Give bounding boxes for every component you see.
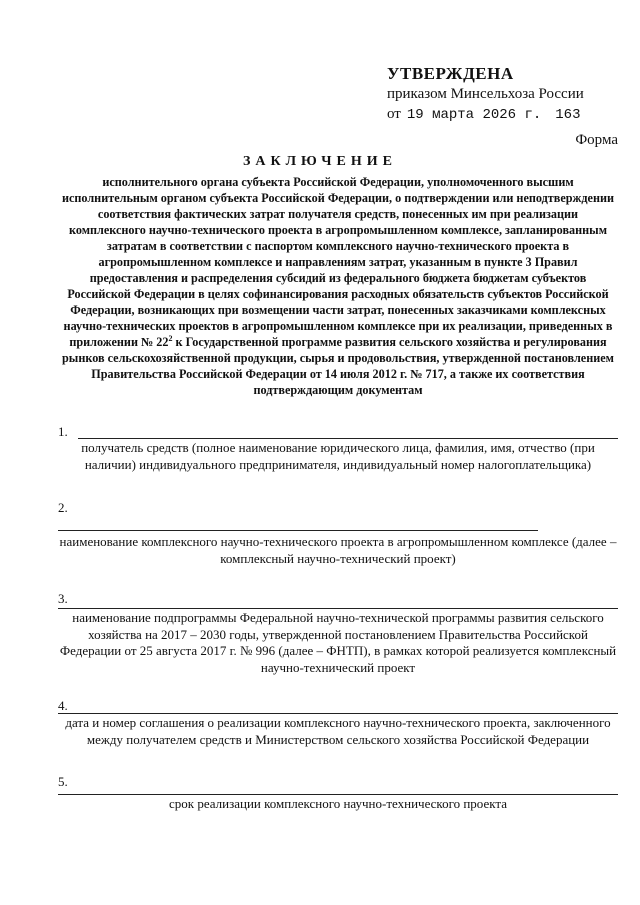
field-caption: наименование подпрограммы Федеральной научно-технической программы развития сельского хозяйства на 2017 – 2030 годы, утвержденной постановлением Правительства Российской Федерации от 25 августа 2017 г. № 996 (далее – ФНТП), в рамках которой реализуется комплексный научно-технический проект <box>59 610 617 675</box>
form-label: Форма <box>575 132 618 148</box>
field-caption: получатель средств (полное наименование юридического лица, фамилия, имя, отчество (при наличии) индивидуального предпринимателя, индивидуальный номер налогоплательщика) <box>81 440 595 472</box>
approval-title: УТВЕРЖДЕНА <box>387 64 514 83</box>
document-title: ЗАКЛЮЧЕНИЕ <box>242 154 398 169</box>
field-number: 2. <box>58 500 68 515</box>
field-caption: наименование комплексного научно-технического проекта в агропромышленном комплексе (далее – комплексный научно-технический проект) <box>59 534 617 566</box>
document-description-part1: исполнительного органа субъекта Российской Федерации, уполномоченного высшим исполнительным органом субъекта Российской Федерации, о подтверждении или неподтверждении соответствия фактических затрат получателя средств, понесенных им при реализации комплексного научно-технического проекта в агропромышленном комплексе, запланированным затратам в соответствии с паспортом комплексного научно-технического проекта в агропромышленном комплексе и направлениям затрат, указанным в пункте 3 Правил предоставления и распределения субсидий из федерального бюджета бюджетам субъектов Российской Федерации в целях софинансирования расходных обязательств субъектов Российской Федерации, возникающих при возмещении части затрат, понесенных заказчиками комплексных научно-технических проектов в агропромышленном комплексе при их реализации, приведенных в приложении № 22 <box>61 175 615 349</box>
field-number: 4. <box>58 698 68 713</box>
approval-stamp <box>387 64 627 125</box>
approval-order-line: приказом Минсельхоза России <box>387 86 584 102</box>
fill-line[interactable] <box>78 438 618 439</box>
document-description <box>58 174 618 398</box>
document-description-sup: 2 <box>168 333 173 343</box>
fill-line[interactable] <box>58 530 538 531</box>
fill-line[interactable] <box>58 794 618 795</box>
approval-number: 163 <box>555 107 581 123</box>
field-caption: срок реализации комплексного научно-технического проекта <box>169 796 507 811</box>
approval-date-line <box>387 104 627 125</box>
approval-date: 19 марта 2026 г. <box>406 107 542 123</box>
field-number: 1. <box>58 424 68 439</box>
field-number: 3. <box>58 591 68 606</box>
document-description-part2: к Государственной программе развития сельского хозяйства и регулирования рынков сельскохозяйственной продукции, сырья и продовольствия, утвержденной постановлением Правительства Российской Федерации от 14 июля 2012 г. № 717, а также их соответствия подтверждающим документам <box>62 335 614 397</box>
field-number: 5. <box>58 774 68 789</box>
fill-line[interactable] <box>58 608 618 609</box>
fill-line[interactable] <box>58 713 618 714</box>
approval-date-prefix: от <box>387 106 401 122</box>
field-caption: дата и номер соглашения о реализации комплексного научно-технического проекта, заключенного между получателем средств и Министерством сельского хозяйства Российской Федерации <box>65 715 611 747</box>
